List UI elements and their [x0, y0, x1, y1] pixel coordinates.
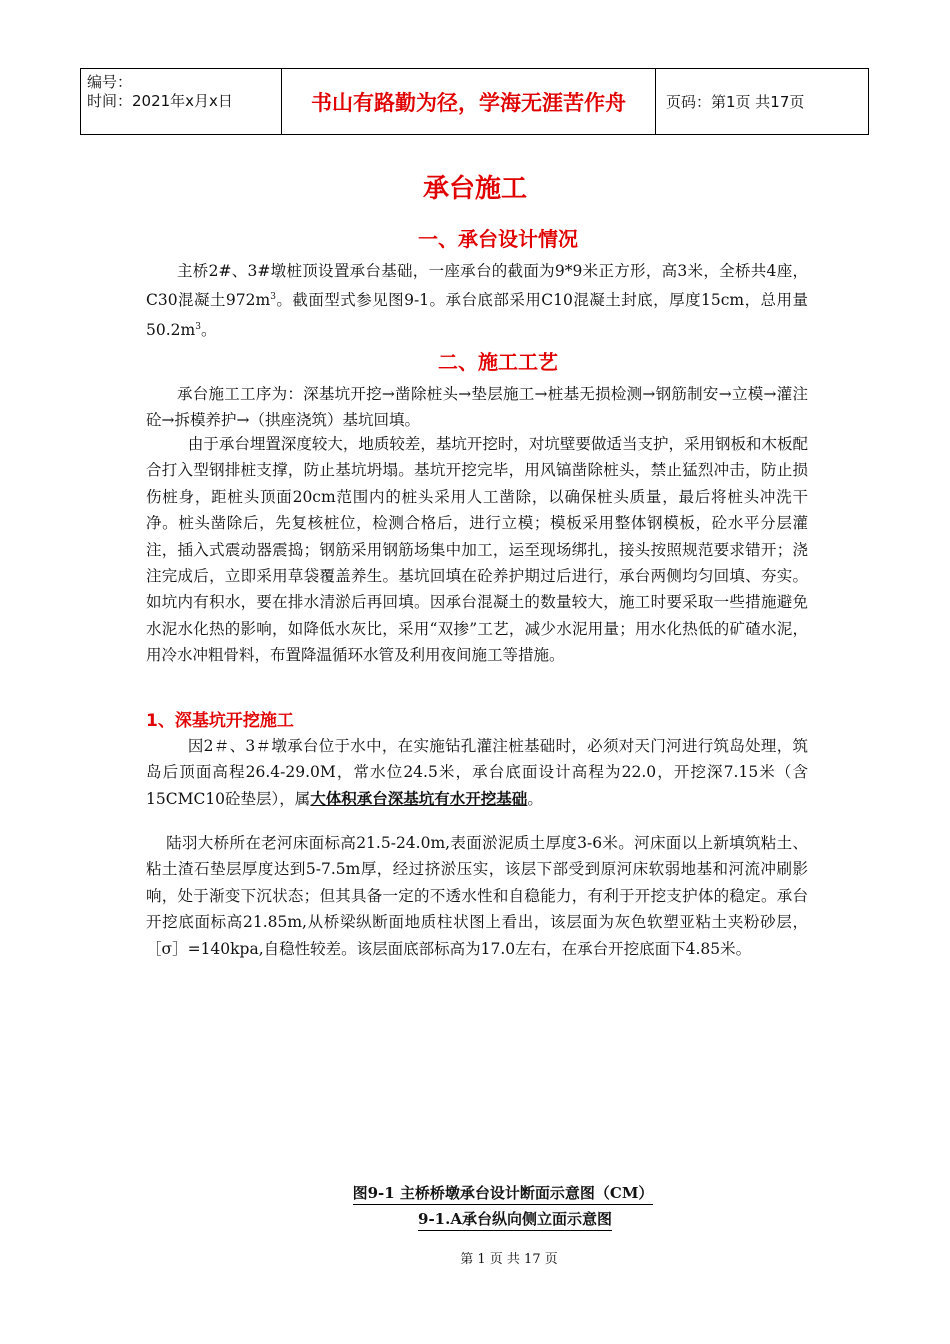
section2-paragraph-1: 承台施工工序为：深基坑开挖→凿除桩头→垫层施工→桩基无损检测→钢筋制安→立模→灌注砼→拆模养护→（拱座浇筑）基坑回填。	[146, 385, 808, 430]
header-meta	[81, 69, 282, 134]
emphasized-text: 大体积承台深基坑有水开挖基础	[310, 788, 528, 808]
section2-heading: 二、施工工艺	[438, 350, 558, 374]
figure-caption-1: 图9-1 主桥桥墩承台设计断面示意图（CM）	[0, 1182, 950, 1203]
document-title: 承台施工	[422, 174, 527, 204]
section2-paragraph-2: 由于承台埋置深度较大，地质较差，基坑开挖时，对坑壁要做适当支护，采用钢板和木板配合打入型钢排桩支撑，防止基坑坍塌。基坑开挖完毕，用风镐凿除桩头，禁止猛烈冲击，防止损伤桩身，距桩头顶面20cm范围内的桩头采用人工凿除，以确保桩头质量，最后将桩头冲洗干净。桩头凿除后，先复核桩位，检测合格后，进行立模；模板采用整体钢模板，砼水平分层灌注，插入式震动器震捣；钢筋采用钢筋场集中加工，运至现场绑扎，接头按照规范要求错开；浇注完成后，立即采用草袋覆盖养生。基坑回填在砼养护期过后进行，承台两侧均匀回填、夯实。如坑内有积水，要在排水清淤后再回填。因承台混凝土的数量较大，施工时要采取一些措施避免水泥水化热的影响，如降低水灰比，采用“双掺”工艺，减少水泥用量；用水化热低的矿碴水泥，用冷水冲粗骨料，布置降温循环水管及利用夜间施工等措施。	[146, 435, 808, 665]
document-number-label: 编号：	[87, 73, 133, 91]
header-motto: 书山有路勤为径，学海无涯苦作舟	[282, 69, 656, 134]
subsection1-paragraph-1: 因2＃、3＃墩承台位于水中，在实施钻孔灌注桩基础时，必须对天门河进行筑岛处理，筑岛后顶面高程26.4-29.0M，常水位24.5米，承台底面设计高程为22.0，开挖深7.15米（含15CMC10砼垫层），属大体积承台深基坑有水开挖基础。	[146, 737, 808, 808]
section1-paragraph: 主桥2#、3#墩桩顶设置承台基础，一座承台的截面为9*9米正方形，高3米，全桥共4座，C30混凝土$972m^3$。截面型式参见图9-1。承台底部采用C10混凝土封底，厚度15cm，总用量$50.2m^3$。	[146, 262, 808, 340]
figure-caption-2: 9-1.A承台纵向侧立面示意图	[0, 1208, 950, 1229]
subsection1-heading: 1、深基坑开挖施工	[146, 711, 294, 731]
header-page-label: 页码：第1页 共17页	[666, 93, 805, 111]
document-date-label: 时间：2021年x月x日	[87, 92, 233, 110]
page-footer: 第 1 页 共 17 页	[460, 1252, 558, 1267]
page-header	[80, 68, 869, 135]
subsection1-paragraph-2: 陆羽大桥所在老河床面标高21.5-24.0m,表面淤泥质土厚度3-6米。河床面以上新填筑粘土、粘土渣石垫层厚度达到5-7.5m厚，经过挤淤压实，该层下部受到原河床软弱地基和河流冲刷影响，处于渐变下沉状态；但其具备一定的不透水性和自稳能力，有利于开挖支护体的稳定。承台开挖底面标高21.85m,从桥梁纵断面地质柱状图上看出，该层面为灰色软塑亚粘土夹粉砂层，［σ］=140kpa,自稳性较差。该层面底部标高为17.0左右，在承台开挖底面下4.85米。	[146, 834, 808, 958]
section1-heading: 一、承台设计情况	[418, 227, 578, 251]
